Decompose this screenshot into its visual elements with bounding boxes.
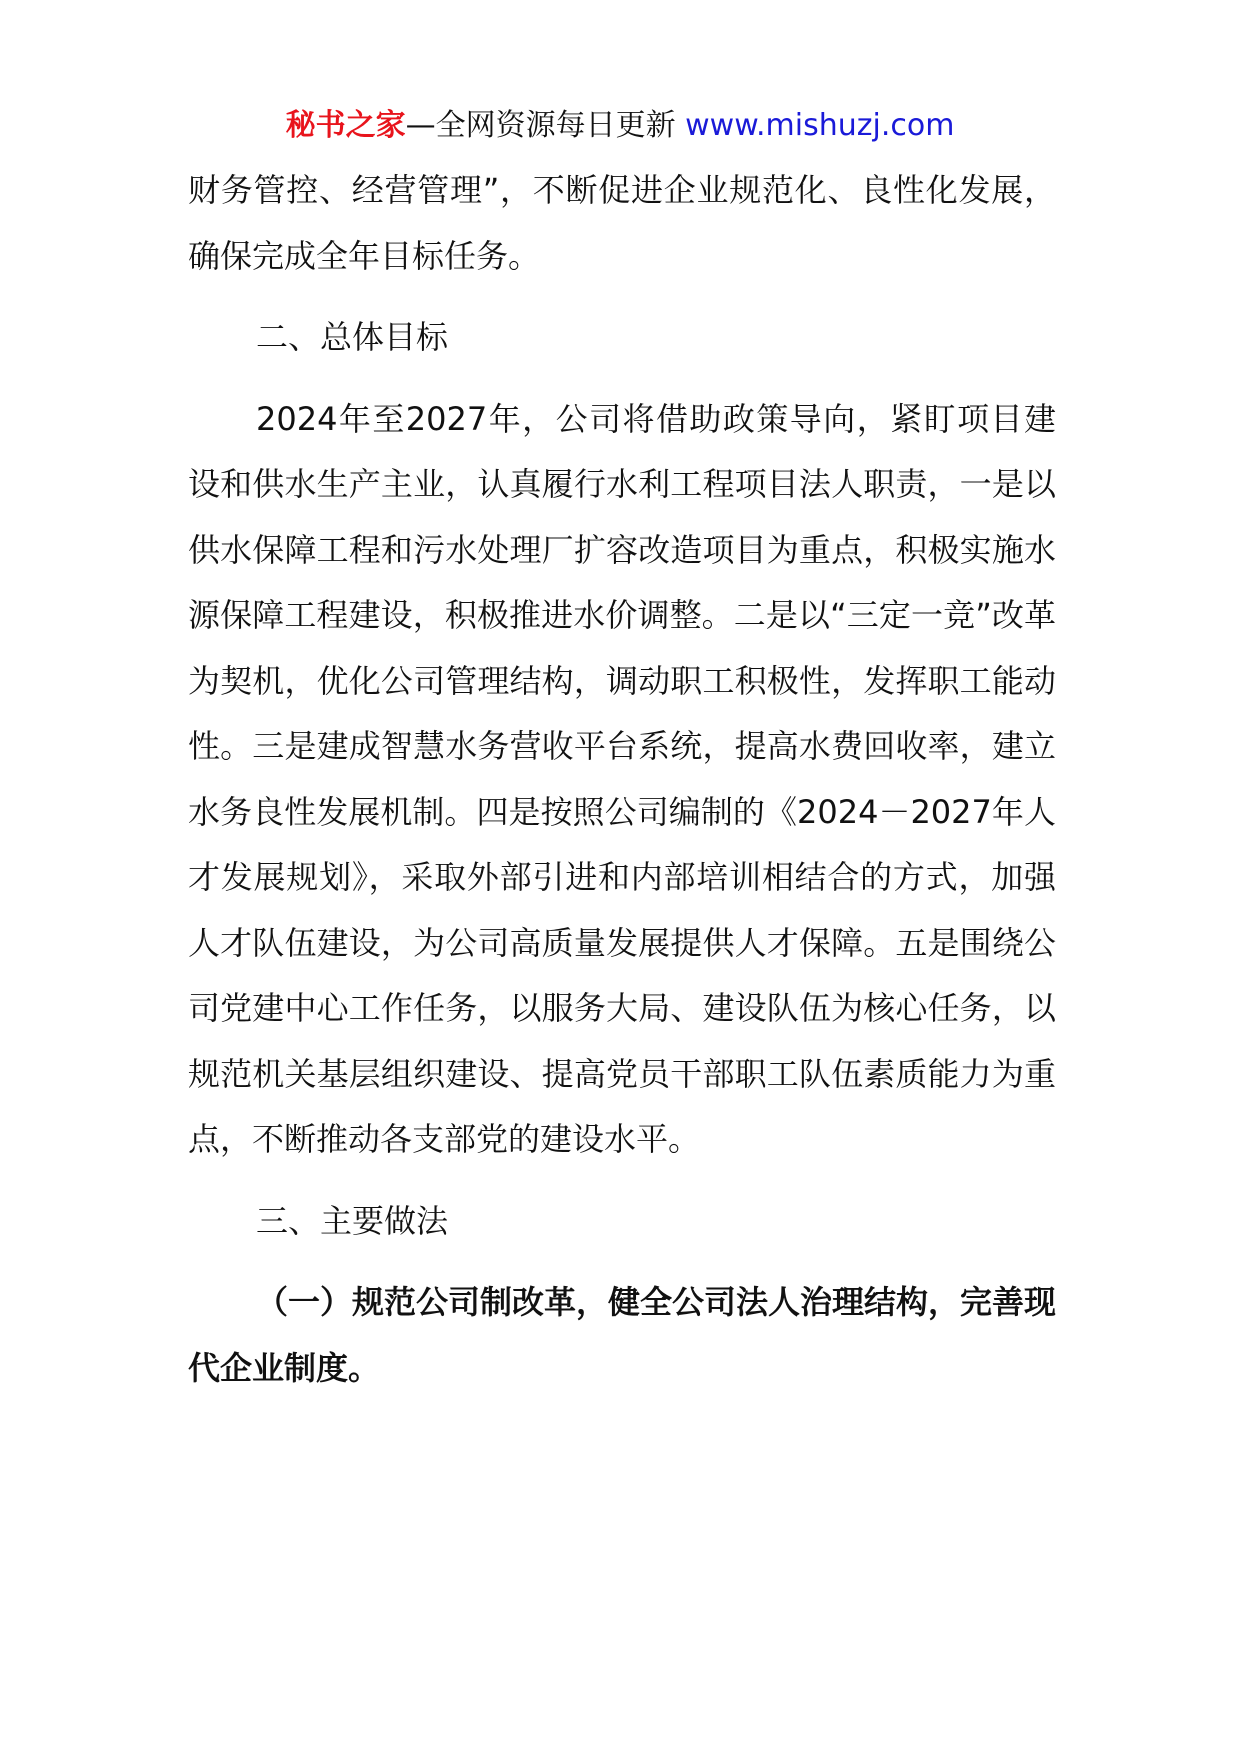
paragraph-continuation: 财务管控、经营管理”，不断促进企业规范化、良性化发展，确保完成全年目标任务。 — [188, 171, 1056, 275]
site-url-link[interactable]: www.mishuzj.com — [685, 108, 955, 143]
paragraph-overall-goals: 2024年至2027年，公司将借助政策导向，紧盯项目建设和供水生产主业，认真履行水利工程项目法人职责，一是以供水保障工程和污水处理厂扩容改造项目为重点，积极实施水源保障工程建设，积极推进水价调整。二是以“三定一竞”改革为契机，优化公司管理结构，调动职工积极性，发挥职工能动性。三是建成智慧水务营收平台系统，提高水费回收率，建立水务良性发展机制。四是按照公司编制的《2024－2027年人才发展规划》，采取外部引进和内部培训相结合的方式，加强人才队伍建设，为公司高质量发展提供人才保障。五是围绕公司党建中心工作任务，以服务大局、建设队伍为核心任务，以规范机关基层组织建设、提高党员干部职工队伍素质能力为重点，不断推动各支部党的建设水平。 — [188, 399, 1056, 1158]
section-heading-overall-goals: 二、总体目标 — [256, 318, 449, 356]
document-body — [188, 158, 1056, 1401]
section-heading-main-practices: 三、主要做法 — [256, 1201, 449, 1240]
brand-name: 秘书之家 — [285, 108, 406, 143]
watermark-header — [0, 98, 1240, 154]
header-slogan: —全网资源每日更新 — [405, 108, 686, 143]
subsection-heading-1: （一）规范公司制改革，健全公司法人治理结构，完善现代企业制度。 — [188, 1283, 1057, 1387]
